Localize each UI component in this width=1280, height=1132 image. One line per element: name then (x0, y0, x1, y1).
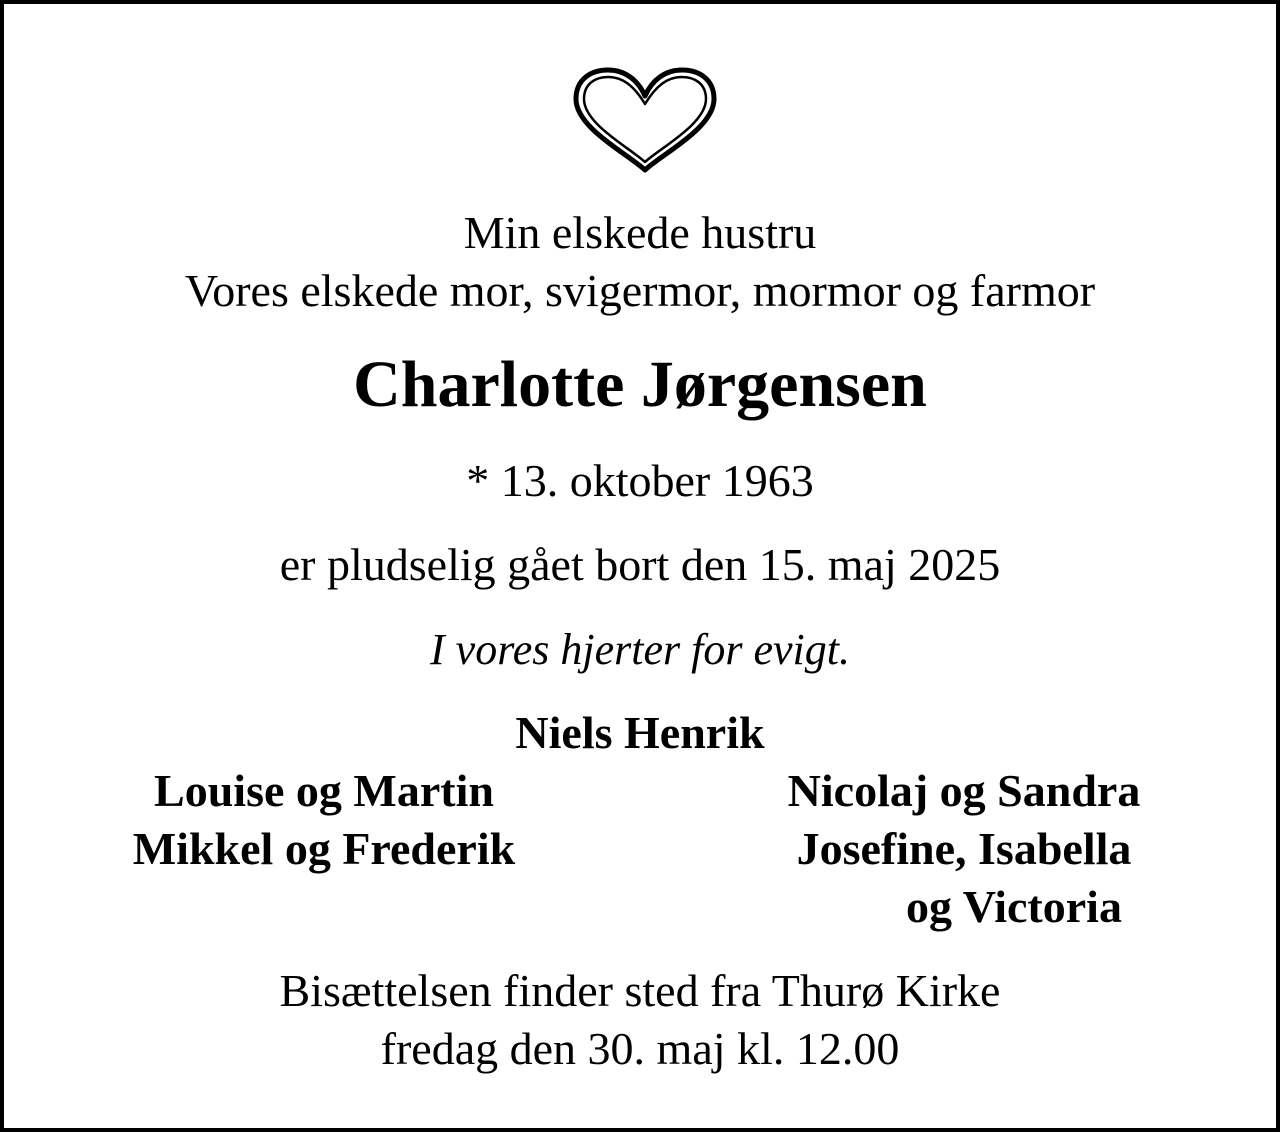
family-left-line-2: Mikkel og Frederik (132, 823, 516, 874)
service-line-1: Bisættelsen finder sted fra Thurø Kirke (279, 965, 1001, 1016)
intro-line-2: Vores elskede mor, svigermor, mormor og farmor (184, 265, 1096, 316)
birth-date: * 13. oktober 1963 (466, 455, 814, 506)
heart-outline-icon (570, 66, 720, 176)
death-date: er pludselig gået bort den 15. maj 2025 (279, 539, 1001, 590)
family-right-line-1: Nicolaj og Sandra (787, 765, 1141, 816)
service-line-2: fredag den 30. maj kl. 12.00 (380, 1023, 900, 1074)
deceased-name: Charlotte Jørgensen (353, 348, 927, 421)
memorial-quote: I vores hjerter for evigt. (430, 625, 850, 674)
family-spouse: Niels Henrik (515, 707, 765, 758)
family-right-line-3: og Victoria (906, 881, 1122, 932)
family-left-line-1: Louise og Martin (154, 765, 494, 816)
intro-line-1: Min elskede hustru (463, 207, 817, 258)
family-right-line-2: Josefine, Isabella (796, 823, 1132, 874)
